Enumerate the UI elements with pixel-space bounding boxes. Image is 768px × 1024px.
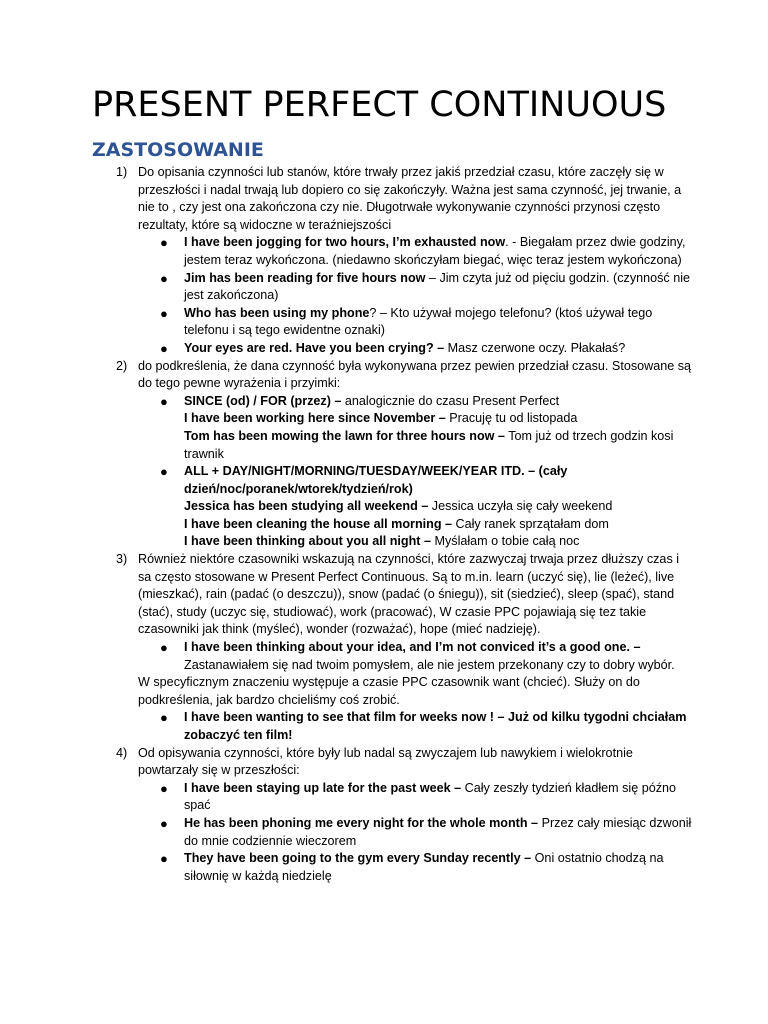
example-english: They have been going to the gym every Sunday recently – <box>184 851 532 866</box>
example-translation: – Jim czyta już od pięciu godzin. (czynność nie jest zakończona) <box>184 270 691 303</box>
example-english: I have been wanting to see that film for weeks now ! – Już od kilku tygodni chciałam zobaczyć ten film! <box>184 710 687 742</box>
example-item <box>138 305 692 340</box>
example-line <box>184 533 692 551</box>
item-number: 3) <box>116 552 128 567</box>
document-title: PRESENT PERFECT CONTINUOUS <box>92 85 667 125</box>
example-item <box>138 709 692 744</box>
usage-list <box>92 164 692 885</box>
bullet-icon: ● <box>160 340 168 356</box>
example-translation: Masz czerwone oczy. Płakałaś? <box>444 340 626 355</box>
example-translation: Cały zeszły tydzień kładłem się późno spać <box>184 780 677 813</box>
example-translation: Myślałam o tobie całą noc <box>431 534 580 549</box>
example-list <box>138 709 692 744</box>
example-item <box>138 815 692 850</box>
example-line <box>184 410 692 428</box>
example-english: I have been cleaning the house all morning – <box>184 516 453 531</box>
example-item <box>138 780 692 815</box>
usage-item-1 <box>92 164 692 358</box>
section-heading: ZASTOSOWANIE <box>92 139 264 161</box>
bullet-icon: ● <box>160 710 168 726</box>
example-translation: . - Biegałam przez dwie godziny, jestem teraz wykończona. (niedawno skończyłam biegać, więc teraz jestem wykończona) <box>184 235 686 267</box>
example-translation: Przez cały miesiąc dzwonił do mnie codziennie wieczorem <box>184 815 692 848</box>
example-item <box>138 463 692 551</box>
example-english: He has been phoning me every night for the whole month – <box>184 815 539 830</box>
example-translation: Cały ranek sprzątałam dom <box>452 516 609 531</box>
bullet-icon: ● <box>160 640 168 656</box>
usage-item-2 <box>92 358 692 552</box>
example-translation: Pracuję tu od listopada <box>445 411 578 426</box>
bullet-icon: ● <box>160 851 168 867</box>
bullet-icon: ● <box>160 464 168 480</box>
usage-item-3 <box>92 551 692 745</box>
example-line <box>184 428 692 463</box>
item-number: 4) <box>116 745 128 760</box>
item-number: 1) <box>116 165 128 179</box>
example-item <box>138 393 692 463</box>
example-list <box>138 639 692 674</box>
example-item <box>138 639 692 674</box>
example-translation: analogicznie do czasu Present Perfect <box>341 393 560 408</box>
example-translation: Zastanawiałem się nad twoim pomysłem, ale nie jestem przekonany czy to dobry wybór. <box>184 657 675 672</box>
example-english: SINCE (od) / FOR (przez) – <box>184 393 342 408</box>
example-english: I have been jogging for two hours, I’m exhausted now <box>184 235 506 250</box>
bullet-icon: ● <box>160 235 168 251</box>
example-english: Jim has been reading for five hours now <box>184 270 426 285</box>
item-number: 2) <box>116 358 128 373</box>
example-list <box>138 393 692 551</box>
example-translation: Jessica uczyła się cały weekend <box>428 499 613 514</box>
item-text: Do opisania czynności lub stanów, które trwały przez jakiś przedział czasu, które zaczęły się w przeszłości i nadal trwają lub dopiero co się zakończyły. Ważna jest sama czynność, jej trwanie, a nie to , czy jest ona zakończona czy nie. Długotrwałe wykonywanie czynności przynosi często rezultaty, które są widoczne w teraźniejszości <box>138 165 682 232</box>
example-translation: Oni ostatnio chodzą na siłownię w każdą niedzielę <box>184 851 664 883</box>
example-english: I have been thinking about your idea, and I’m not conviced it’s a good one. – <box>184 640 641 655</box>
example-item <box>138 340 692 358</box>
example-line <box>184 498 692 516</box>
example-english: Jessica has been studying all weekend – <box>184 499 429 514</box>
item-text: Również niektóre czasowniki wskazują na czynności, które zazwyczaj trwaja przez dłuższy czas i sa często stosowane w Present Perfect Continuous. Są to m.in. learn (uczyć się), lie (leżeć), live (mieszkać), rain (padać (o deszczu)), snow (padać (o śniegu)), sit (siedzieć), sleep (spać), stand (stać), study (uczyc się, studiować), work (pracować), W czasie PPC pojawiają się tez takie czasowniki jak think (myśleć), wonder (rozważać), hope (mieć nadzieję). <box>138 552 680 637</box>
bullet-icon: ● <box>160 815 168 831</box>
document-page <box>92 82 692 885</box>
item-note: W specyficznym znaczeniu występuje a czasie PPC czasownik want (chcieć). Służy on do podkreślenia, jak bardzo chcieliśmy coś zrobić. <box>138 675 640 707</box>
item-text: do podkreślenia, że dana czynność była wykonywana przez pewien przedział czasu. Stosowane są do tego pewne wyrażenia i przyimki: <box>138 358 692 391</box>
usage-item-4 <box>92 745 692 886</box>
example-list <box>138 234 692 357</box>
bullet-icon: ● <box>160 270 168 286</box>
example-list <box>138 780 692 886</box>
example-english: I have been thinking about you all night – <box>184 534 431 549</box>
example-translation: ? – Kto używał mojego telefonu? (ktoś używał tego telefonu i są tego ewidentne oznaki) <box>184 305 653 338</box>
example-english: Your eyes are red. Have you been crying? – <box>184 340 445 355</box>
example-item <box>138 850 692 885</box>
example-translation: Tom już od trzech godzin kosi trawnik <box>184 428 674 461</box>
bullet-icon: ● <box>160 393 168 409</box>
example-line <box>184 516 692 534</box>
example-item <box>138 234 692 269</box>
example-english: Who has been using my phone <box>184 305 370 320</box>
example-item <box>138 270 692 305</box>
example-english: Tom has been mowing the lawn for three hours now – <box>184 428 505 443</box>
example-english: I have been working here since November – <box>184 411 446 426</box>
example-english: ALL + DAY/NIGHT/MORNING/TUESDAY/WEEK/YEAR ITD. – (cały dzień/noc/poranek/wtorek/tydzień/rok) <box>184 464 568 496</box>
item-text: Od opisywania czynności, które były lub nadal są zwyczajem lub nawykiem i wielokrotnie powtarzały się w przeszłości: <box>138 745 633 778</box>
bullet-icon: ● <box>160 780 168 796</box>
bullet-icon: ● <box>160 305 168 321</box>
example-english: I have been staying up late for the past week – <box>184 780 462 795</box>
